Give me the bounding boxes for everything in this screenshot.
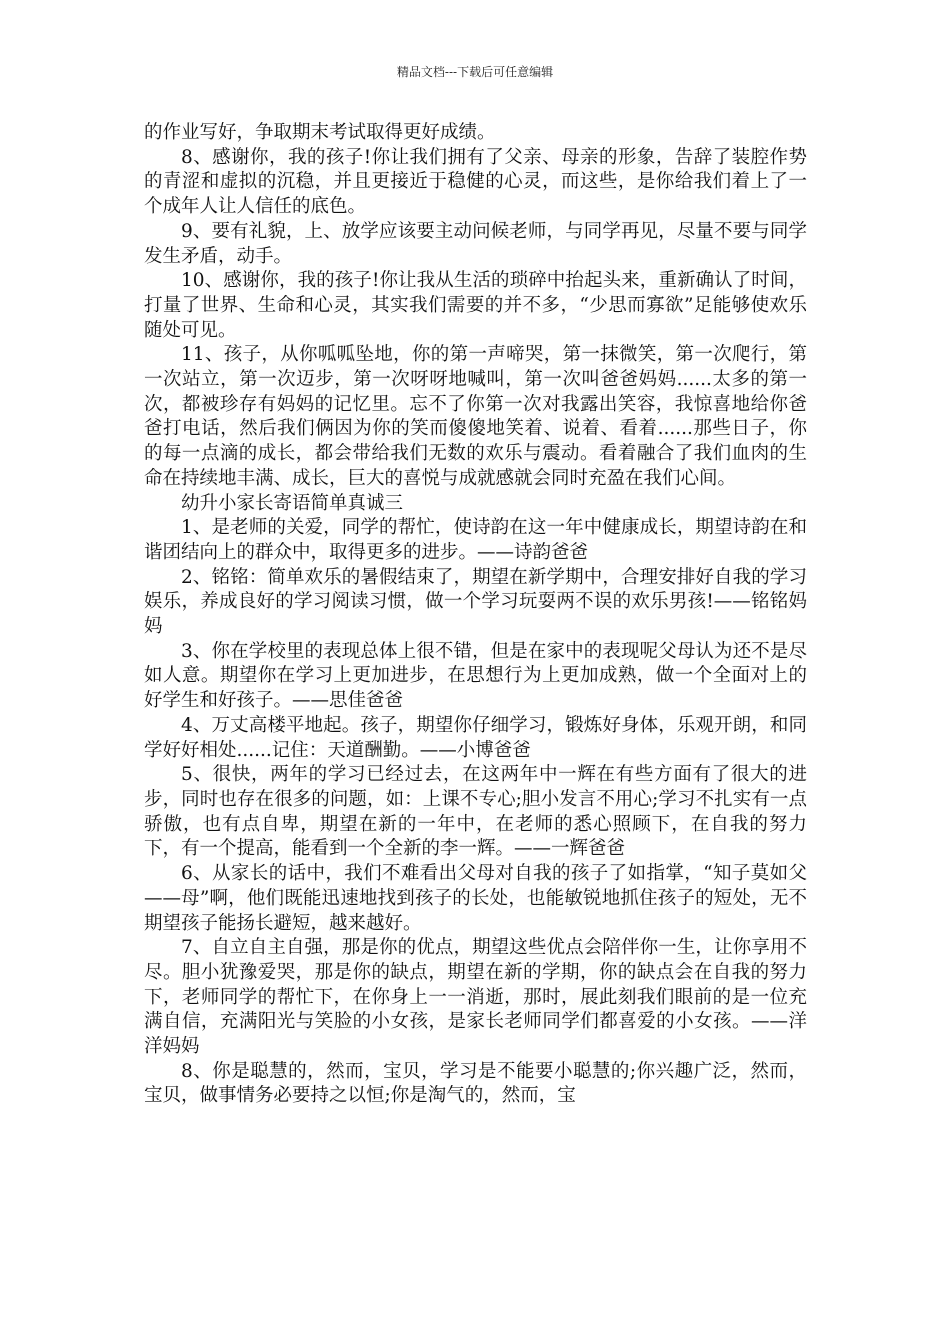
- paragraph: 9、要有礼貌，上、放学应该要主动问候老师，与同学再见，尽量不要与同学发生矛盾，动手。: [144, 220, 807, 267]
- paragraph: 4、万丈高楼平地起。孩子，期望你仔细学习，锻炼好身体，乐观开朗，和同学好好相处......记住：天道酬勤。——小博爸爸: [144, 714, 807, 761]
- paragraph: 6、从家长的话中，我们不难看出父母对自我的孩子了如指掌，“知子莫如父——母”啊，他们既能迅速地找到孩子的长处，也能敏锐地抓住孩子的短处，无不期望孩子能扬长避短，越来越好。: [144, 863, 807, 934]
- paragraph: 5、很快，两年的学习已经过去，在这两年中一辉在有些方面有了很大的进步，同时也存在很多的问题，如：上课不专心;胆小发言不用心;学习不扎实有一点骄傲，也有点自卑，期望在新的一年中，在老师的悉心照顾下，在自我的努力下，有一个提高，能看到一个全新的李一辉。——一辉爸爸: [144, 764, 807, 860]
- document-body: [144, 121, 807, 1109]
- paragraph: 1、是老师的关爱，同学的帮忙，使诗韵在这一年中健康成长，期望诗韵在和谐团结向上的群众中，取得更多的进步。——诗韵爸爸: [144, 517, 807, 563]
- paragraph: 的作业写好，争取期末考试取得更好成绩。: [144, 122, 496, 143]
- paragraph: 11、孩子，从你呱呱坠地，你的第一声啼哭，第一抹微笑，第一次爬行，第一次站立，第一次迈步，第一次呀呀地喊叫，第一次叫爸爸妈妈......太多的第一次，都被珍存有妈妈的记忆里。忘不了你第一次对我露出笑容，我惊喜地给你爸爸打电话，然后我们俩因为你的笑而傻傻地笑着、说着、看着......那些日子，你的每一点滴的成长，都会带给我们无数的欢乐与震动。看着融合了我们血肉的生命在持续地丰满、成长，巨大的喜悦与成就感就会同时充盈在我们心间。: [144, 344, 807, 489]
- paragraph: 8、感谢你，我的孩子!你让我们拥有了父亲、母亲的形象，告辞了装腔作势的青涩和虚拟的沉稳，并且更接近于稳健的心灵，而这些，是你给我们着上了一个成年人让人信任的底色。: [144, 146, 807, 218]
- paragraph: 10、感谢你，我的孩子!你让我从生活的琐碎中抬起头来，重新确认了时间，打量了世界、生命和心灵，其实我们需要的并不多，“少思而寡欲”足能够使欢乐随处可见。: [144, 270, 807, 341]
- page-header: 精品文档---下载后可任意编辑: [396, 65, 554, 79]
- paragraph: 2、铭铭：简单欢乐的暑假结束了，期望在新学期中，合理安排好自我的学习娱乐，养成良好的学习阅读习惯，做一个学习玩耍两不误的欢乐男孩!——铭铭妈妈: [144, 566, 807, 638]
- paragraph: 3、你在学校里的表现总体上很不错，但是在家中的表现呢父母认为还不是尽如人意。期望你在学习上更加进步，在思想行为上更加成熟，做一个全面对上的好学生和好孩子。——思佳爸爸: [144, 640, 807, 712]
- paragraph: 8、你是聪慧的，然而，宝贝，学习是不能要小聪慧的;你兴趣广泛，然而，宝贝，做事情务必要持之以恒;你是淘气的，然而，宝: [144, 1060, 807, 1107]
- section-heading: 幼升小家长寄语简单真诚三: [181, 492, 404, 514]
- paragraph: 7、自立自主自强，那是你的优点，期望这些优点会陪伴你一生，让你享用不尽。胆小犹豫爱哭，那是你的缺点，期望在新的学期，你的缺点会在自我的努力下，老师同学的帮忙下，在你身上一一消逝，那时，展此刻我们眼前的是一位充满自信，充满阳光与笑脸的小女孩，是家长老师同学们都喜爱的小女孩。——洋洋妈妈: [144, 937, 807, 1058]
